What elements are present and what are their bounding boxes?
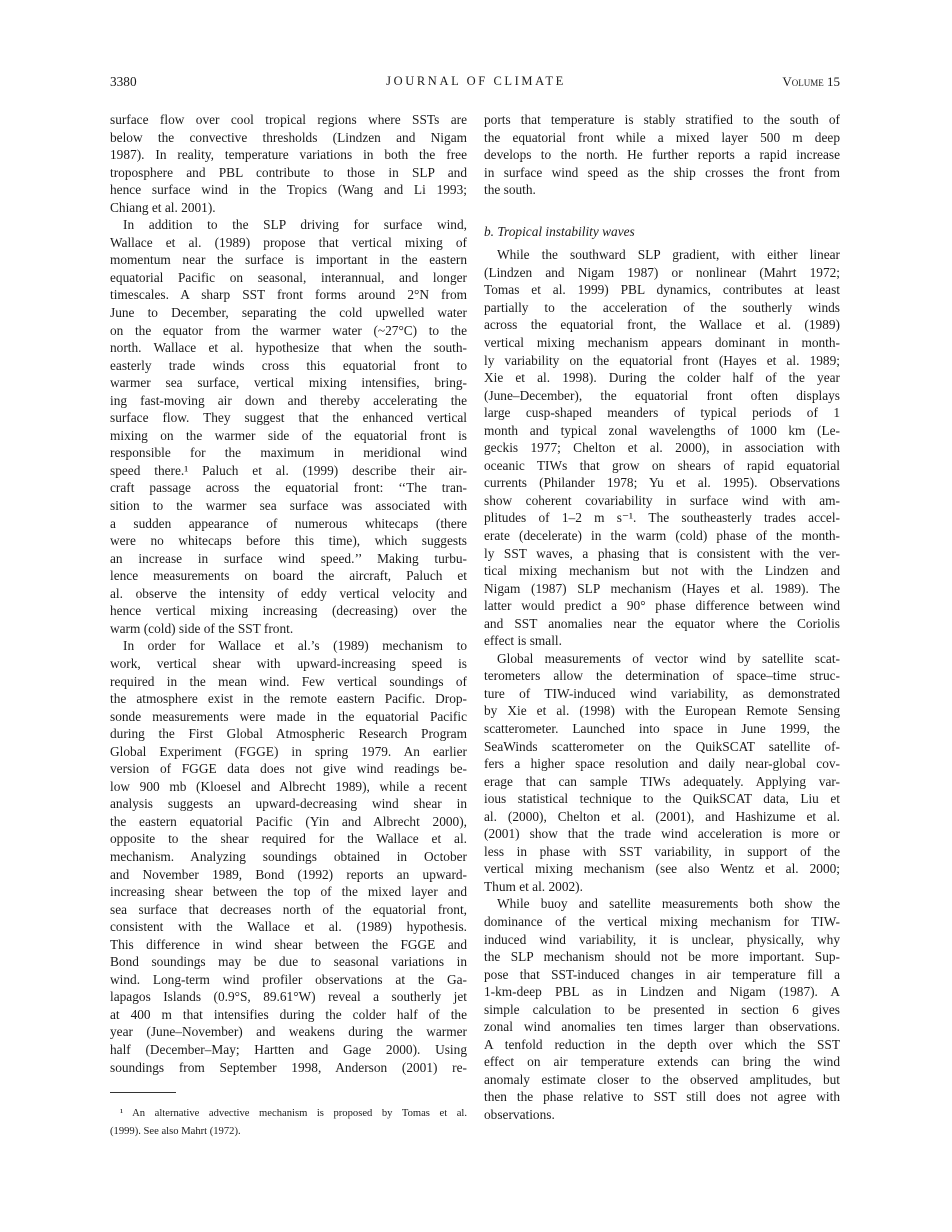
text-line: fers a higher space resolution and daily near-global cov- (484, 756, 840, 772)
text-line: surface flow over cool tropical regions where SSTs are (110, 112, 467, 127)
text-line: the SLP mechanism should not be more important. Sup- (484, 949, 840, 965)
text-line: develops to the north. He further reports a rapid increase (484, 147, 840, 163)
text-line: month and typical zonal wavelengths of 1000 km (Le- (484, 422, 840, 438)
text-line: zonal wind anomalies ten times larger than observations. (484, 1019, 840, 1035)
section-heading: b. Tropical instability waves (484, 223, 635, 239)
text-line: This difference in wind shear between the FGGE and (110, 936, 467, 952)
paragraph (484, 111, 840, 199)
text-line: consistent with the Wallace et al. (1989) hypothesis. (110, 919, 467, 935)
text-line: A tenfold reduction in the depth over which the SST (484, 1036, 840, 1052)
text-line: partially to the acceleration of the southerly winds (484, 299, 840, 315)
text-line: dominance of the vertical mixing mechanism for TIW- (484, 914, 840, 930)
text-line: al. (2000), Chelton et al. (2001), and Hashizume et al. (484, 808, 840, 824)
text-line: during the First Global Atmospheric Research Program (110, 726, 467, 742)
text-line: increasing shear between the top of the mixed layer and (110, 884, 467, 900)
text-line: lapagos Islands (0.9°S, 89.61°W) reveal a southerly jet (110, 989, 467, 1005)
text-line: sonde measurements were made in the equatorial Pacific (110, 708, 467, 724)
text-line: Nigam (1987) SLP mechanism (Hayes et al. 1989). The (484, 580, 840, 596)
text-line: (Lindzen and Nigam 1987) or nonlinear (Mahrt 1972; (484, 264, 840, 280)
right-column (484, 111, 840, 1124)
text-line: speed there.¹ Paluch et al. (1999) describe their air- (110, 462, 467, 478)
text-line: the equatorial front while a mixed layer 500 m deep (484, 129, 840, 145)
paragraph (484, 650, 840, 896)
paragraph (484, 895, 840, 1123)
text-line: erate (decelerate) in the warm (cold) phase of the month- (484, 527, 840, 543)
text-line: opposite to the shear required for the Wallace et al. (110, 831, 467, 847)
text-line: (2001) show that the trade wind acceleration is more or (484, 826, 840, 842)
text-line: sition to the warmer sea surface was associated with (110, 498, 467, 514)
text-line: pose that SST-induced changes in air temperature fill a (484, 966, 840, 982)
text-line: the south. (484, 182, 536, 198)
text-line: Global measurements of vector wind by satellite scat- (497, 650, 840, 666)
paragraph (110, 111, 467, 216)
text-line: vertical mixing mechanism appears dominant in month- (484, 334, 840, 350)
left-column (110, 111, 467, 1076)
text-line: equatorial Pacific on seasonal, interannual, and longer (110, 269, 467, 285)
text-line: half (December–May; Hartten and Gage 2000). Using (110, 1041, 467, 1057)
text-line: June to December, separating the cold upwelled water (110, 305, 467, 321)
text-line: version of FGGE data does not give wind readings be- (110, 761, 467, 777)
text-line: below the convective thresholds (Lindzen and Nigam (110, 129, 467, 145)
text-line: hence surface wind in the Tropics (Wang and Li 1993; (110, 182, 467, 198)
text-line: the eastern equatorial Pacific (Yin and Albrecht 2000), (110, 813, 467, 829)
footnote (110, 1105, 467, 1140)
text-line: Chiang et al. 2001). (110, 199, 216, 215)
text-line: effect on air temperature extends can bring the wind (484, 1054, 840, 1070)
text-line: al. observe the intensity of eddy vertical velocity and (110, 585, 467, 601)
text-line: mechanism. Analyzing soundings obtained in October (110, 848, 467, 864)
volume-label: Volume 15 (782, 74, 840, 89)
text-line: ly variability on the equatorial front (Hayes et al. 1989; (484, 352, 840, 368)
text-line: across the equatorial front, the Wallace et al. (1989) (484, 317, 840, 333)
text-line: ly SST waves, a phasing that is consistent with the ver- (484, 545, 840, 561)
paragraph (484, 246, 840, 650)
text-line: Xie et al. 1998). During the colder half of the year (484, 370, 840, 386)
journal-title: JOURNAL OF CLIMATE (386, 74, 566, 88)
text-line: surface flow. They suggest that the enhanced vertical (110, 410, 467, 426)
text-line: scatterometer. Launched into space in June 1999, the (484, 721, 840, 736)
text-line: show coherent covariability in surface wind with am- (484, 492, 840, 508)
text-line: currents (Philander 1978; Yu et al. 1995). Observations (484, 475, 840, 491)
text-line: troposphere and PBL contribute to those in SLP and (110, 164, 467, 180)
text-line: While buoy and satellite measurements both show the (497, 896, 840, 912)
text-line: at 400 m that intensifies during the colder half of the (110, 1006, 467, 1022)
text-line: the atmosphere exist in the remote eastern Pacific. Drop- (110, 691, 467, 707)
text-line: Bond soundings may be due to seasonal variations in (110, 954, 467, 970)
text-line: tical mixing mechanism but not with the Lindzen and (484, 563, 840, 579)
text-line: responsible for the maximum in meridional wind (110, 445, 467, 461)
text-line: and November 1989, Bond (1992) reports an upward- (110, 866, 467, 882)
text-line: vertical mixing mechanism (see also Wentz et al. 2000; (484, 861, 840, 877)
text-line: by Xie et al. (1998) with the European Remote Sensing (484, 703, 840, 719)
text-line: then the phase relative to SST still does not agree with (484, 1089, 840, 1105)
text-line: observations. (484, 1107, 555, 1123)
text-line: Wallace et al. (1989) propose that vertical mixing of (110, 234, 467, 250)
text-line: ing fast-moving air down and thereby accelerating the (110, 392, 467, 408)
text-line: analysis suggests an upward-decreasing wind shear in (110, 796, 467, 812)
text-line: geckis 1977; Chelton et al. 2000), in association with (484, 440, 840, 456)
text-line: induced wind variability, it is unclear, physically, why (484, 931, 840, 947)
text-line: ious statistical technique to the QuikSCAT data, Liu et (484, 791, 840, 807)
text-line: north. Wallace et al. hypothesize that when the south- (110, 340, 467, 356)
text-line: ture of TIW-induced wind variability, as demonstrated (484, 685, 840, 701)
text-line: effect is small. (484, 633, 562, 649)
text-line: easterly trade winds cross this equatorial front to (110, 357, 467, 373)
text-line: an increase in surface wind speed.’’ Making turbu- (110, 550, 467, 566)
paragraph (110, 216, 467, 637)
text-line: mixing on the warmer side of the equatorial front is (110, 427, 467, 443)
text-line: on the equator from the warmer water (~27°C) to the (110, 322, 467, 338)
text-line: lence measurements on board the aircraft, Paluch et (110, 568, 467, 584)
text-line: a sudden appearance of numerous whitecaps (there (110, 515, 467, 531)
text-line: anomaly estimate closer to the observed amplitudes, but (484, 1071, 840, 1087)
paragraph (110, 637, 467, 1076)
text-line: oceanic TIWs that grow on shears of rapid equatorial (484, 457, 840, 473)
text-line: soundings from September 1998, Anderson (2001) re- (110, 1059, 467, 1075)
text-line: momentum near the surface is important in the eastern (110, 252, 467, 268)
text-line: (June–December), the equatorial front often displays (484, 387, 840, 403)
page-number: 3380 (110, 74, 137, 89)
text-line: and SST anomalies near the equator where the Coriolis (484, 615, 840, 631)
text-line: less in phase with SST variability, in support of the (484, 843, 840, 859)
text-line: wind. Long-term wind profiler observations at the Ga- (110, 971, 467, 987)
footnote-rule (110, 1092, 176, 1093)
text-line: terometers allow the determination of space–time struc- (484, 668, 840, 684)
text-line: latter would predict a 90° phase difference between wind (484, 598, 840, 614)
text-line: plitudes of 1–2 m s⁻¹. The southeasterly trades accel- (484, 510, 840, 526)
text-line: craft passage across the equatorial front: ‘‘The tran- (110, 480, 467, 496)
text-line: 1-km-deep PBL as in Lindzen and Nigam (1987). A (484, 984, 840, 1000)
text-line: In addition to the SLP driving for surface wind, (123, 217, 467, 233)
text-line: work, vertical shear with upward-increasing speed is (110, 655, 467, 671)
text-line: in surface wind speed as the ship crosses the front from (484, 164, 840, 180)
footnote-line: ¹ An alternative advective mechanism is proposed by Tomas et al. (120, 1108, 467, 1119)
text-line: Thum et al. 2002). (484, 878, 583, 894)
text-line: hence vertical mixing increasing (decreasing) over the (110, 603, 467, 619)
text-line: year (June–November) and weakens during the warmer (110, 1024, 467, 1040)
text-line: Tomas et al. 1999) PBL dynamics, contributes at least (484, 282, 840, 298)
text-line: ports that temperature is stably stratified to the south of (484, 112, 840, 127)
text-line: SeaWinds scatterometer on the QuikSCAT satellite of- (484, 738, 840, 754)
text-line: warmer sea surface, vertical mixing intensifies, bring- (110, 375, 467, 391)
text-line: timescales. A sharp SST front forms around 2°N from (110, 287, 467, 303)
text-line: large cusp-shaped meanders of typical periods of 1 (484, 405, 840, 421)
text-line: low 900 mb (Kloesel and Albrecht 1989), while a recent (110, 778, 467, 794)
text-line: simple calculation to be presented in section 6 gives (484, 1001, 840, 1017)
text-line: sea surface that decreases north of the equatorial front, (110, 901, 467, 917)
text-line: warm (cold) side of the SST front. (110, 620, 294, 636)
text-line: In order for Wallace et al.’s (1989) mechanism to (123, 638, 467, 654)
text-line: required in the mean wind. Few vertical soundings of (110, 673, 467, 689)
footnote-line: (1999). See also Mahrt (1972). (110, 1125, 241, 1137)
text-line: Global Experiment (FGGE) in spring 1979. An earlier (110, 743, 467, 759)
text-line: 1987). In reality, temperature variations in both the free (110, 147, 467, 163)
text-line: While the southward SLP gradient, with either linear (497, 247, 840, 263)
text-line: erage that can sample TIWs adequately. Applying var- (484, 773, 840, 789)
text-line: were no whitecaps before this time), which suggests (110, 533, 467, 549)
